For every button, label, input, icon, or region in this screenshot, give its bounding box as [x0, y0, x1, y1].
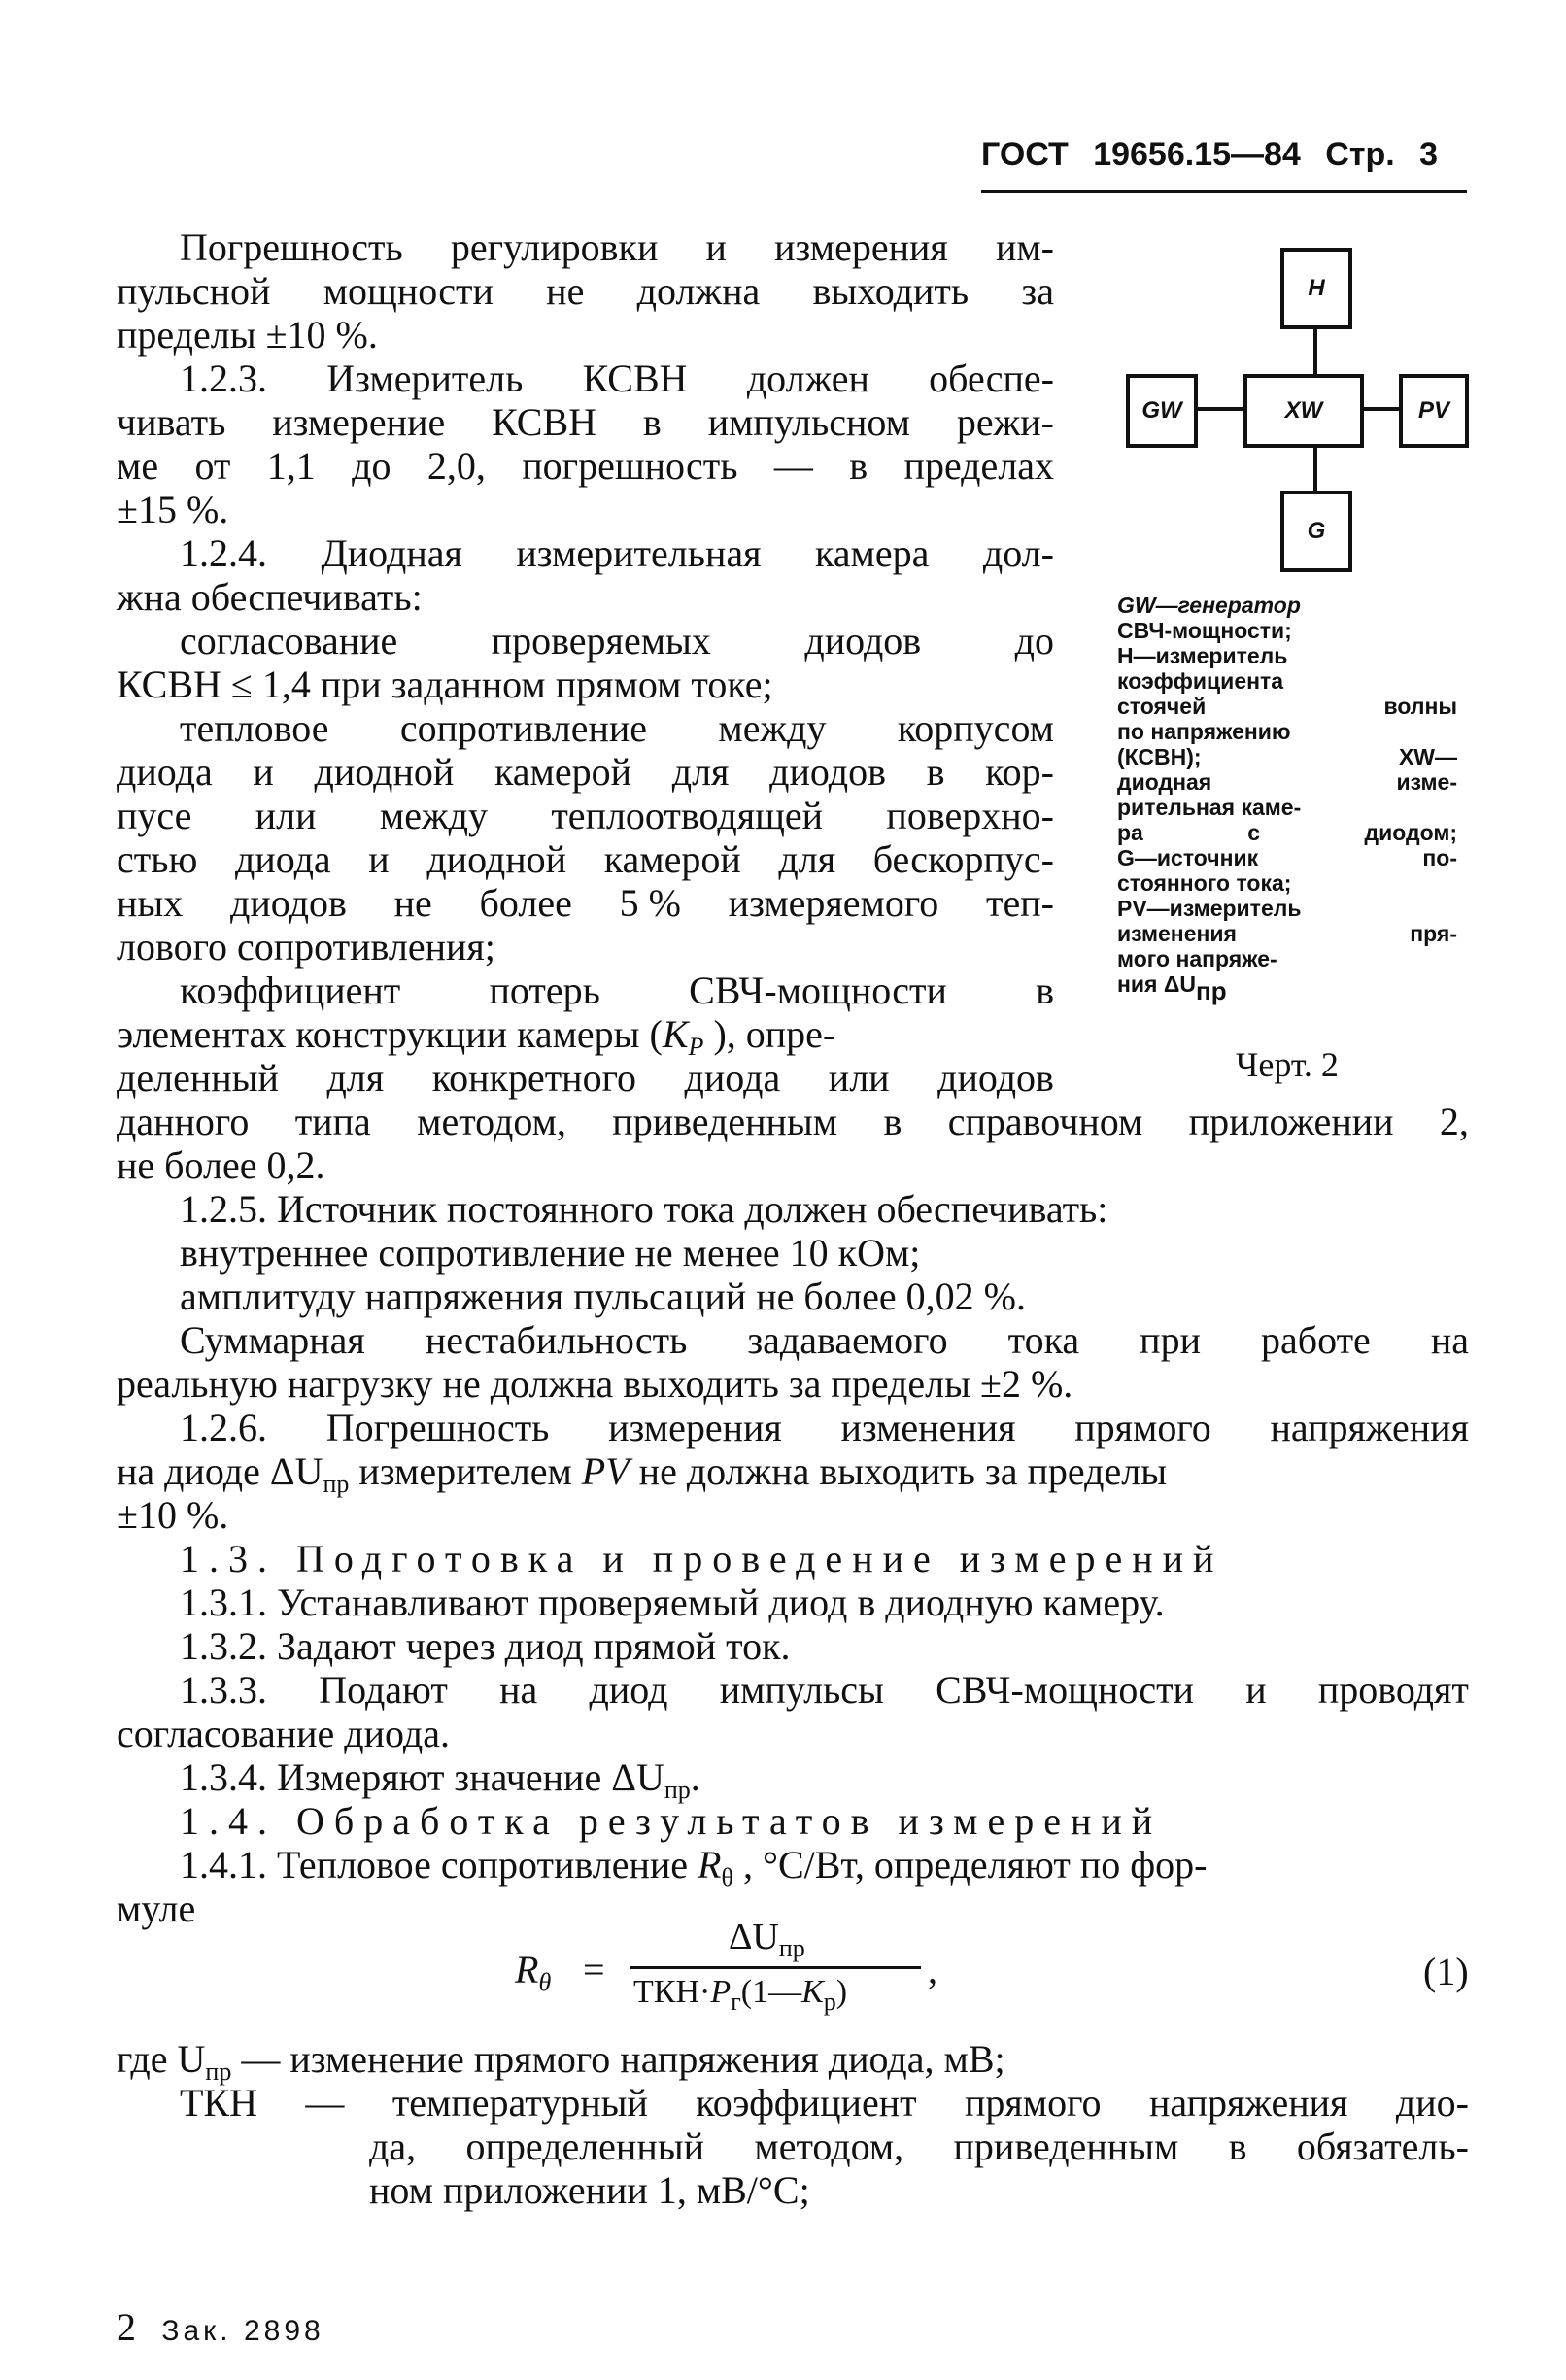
box-h: Н	[1280, 248, 1352, 329]
text-line: на диоде $\Delta U_{пр}$ измерителем PV не должна выходить за пределы	[117, 1449, 1168, 1498]
text-line: реальную нагрузку не должна выходить за пределы ±2 %.	[117, 1362, 1073, 1406]
text-line: ме от 1,1 до 2,0, погрешность — в пределах	[117, 444, 1054, 488]
fraction-bar	[630, 1966, 921, 1969]
text-line: 1.2.5. Источник постоянного тока должен обеспечивать:	[180, 1187, 1108, 1231]
text-line: элементах конструкции камеры ($K_P$ ), опре-	[117, 1012, 836, 1061]
text-line: пульсной мощности не должна выходить за	[117, 269, 1054, 313]
box-g: G	[1280, 491, 1352, 572]
text-line: 1.3.3. Подают на диод импульсы СВЧ-мощности и проводят	[180, 1668, 1469, 1712]
formula-equals: =	[583, 1948, 605, 1991]
text-line: пусе или между теплоотводящей поверхно-	[117, 794, 1054, 837]
section-heading: 1.3. Подготовка и проведение измерений	[180, 1537, 1224, 1581]
text-line: пределы ±10 %.	[117, 313, 378, 357]
header-rule	[981, 190, 1467, 193]
text-line: амплитуду напряжения пульсаций не более 0,02 %.	[180, 1275, 1026, 1318]
block-diagram	[1117, 248, 1469, 568]
text-line: жна обеспечивать:	[117, 575, 423, 619]
header-page-label: Стр.	[1325, 136, 1395, 173]
formula-1: $R_\theta$ = $\Delta U_{пр}$ $ТКН\cdot P_г(1—K_р)$ ,	[515, 1917, 937, 2016]
text-line: ±15 %.	[117, 488, 229, 531]
text-line: 1.2.4. Диодная измерительная камера дол-	[180, 531, 1054, 575]
formula-lhs: $R_\theta$	[515, 1948, 552, 1996]
text-line: 1.3.2. Задают через диод прямой ток.	[180, 1624, 791, 1668]
text-line: 1.4.1. Тепловое сопротивление $R_\theta$ , °С/Вт, определяют по фор-	[180, 1843, 1208, 1891]
formula-denominator: $ТКН\cdot P_г(1—K_р)$	[633, 1974, 848, 2016]
text-line: ТКН — температурный коэффициент прямого напряжения дио-	[180, 2081, 1469, 2125]
box-xw: XW	[1243, 374, 1364, 448]
text-line: где $U_{пр}$ — изменение прямого напряжения диода, мВ;	[117, 2037, 1005, 2086]
header-page-number: 3	[1419, 136, 1439, 173]
text-line: Суммарная нестабильность задаваемого тока при работе на	[180, 1318, 1469, 1362]
text-line: диода и диодной камерой для диодов в кор-	[117, 750, 1054, 794]
text-line: коэффициент потерь СВЧ-мощности в	[180, 969, 1054, 1012]
text-line: Погрешность регулировки и измерения им-	[180, 225, 1054, 269]
text-line: 1.3.1. Устанавливают проверяемый диод в диодную камеру.	[180, 1581, 1165, 1624]
text-line: чивать измерение КСВН в импульсном режи-	[117, 400, 1054, 444]
box-gw: GW	[1126, 374, 1198, 448]
header-standard-number: 19656.15—84	[1093, 136, 1301, 173]
footer-order-number: Зак. 2898	[161, 2315, 324, 2347]
text-line: лового сопротивления;	[117, 925, 495, 969]
text-line: тепловое сопротивление между корпусом	[180, 706, 1054, 750]
text-line: стью диода и диодной камерой для бескорпус-	[117, 837, 1054, 881]
formula-number: (1)	[1423, 1950, 1469, 1993]
text-line: внутреннее сопротивление не менее 10 кОм;	[180, 1231, 921, 1275]
text-line: ном приложении 1, мВ/°С;	[369, 2168, 810, 2212]
diagram-caption: GW—генератор СВЧ-мощности; H—измеритель коэффициента стоячей волны по напряжению (КСВН); XW— диодная изме- рительная каме- ра с диодом; G—источник по- стоянного тока; PV—измеритель изменения пря- мого напряже- ния ΔUпр	[1117, 593, 1457, 1005]
page-header	[981, 136, 1469, 174]
text-line: КСВН ≤ 1,4 при заданном прямом токе;	[117, 663, 773, 706]
text-line: ±10 %.	[117, 1493, 229, 1537]
text-line: данного типа методом, приведенным в справочном приложении 2,	[117, 1100, 1469, 1143]
text-line: согласование диода.	[117, 1712, 450, 1755]
header-gost: ГОСТ	[981, 136, 1069, 173]
text-line: ных диодов не более 5 % измеряемого теп-	[117, 881, 1054, 925]
text-line: 1.2.6. Погрешность измерения изменения прямого напряжения	[180, 1406, 1469, 1449]
text-line: 1.3.4. Измеряют значение $\Delta U_{пр}$.	[180, 1755, 700, 1804]
footer-page-number: 2	[117, 2305, 136, 2349]
text-line: согласование проверяемых диодов до	[180, 619, 1054, 663]
text-line: муле	[117, 1887, 196, 1930]
text-line: не более 0,2.	[117, 1143, 325, 1187]
text-line: деленный для конкретного диода или диодов	[117, 1056, 1054, 1100]
text-line: да, определенный методом, приведенным в обязатель-	[369, 2125, 1469, 2168]
section-heading: 1.4. Обработка результатов измерений	[180, 1799, 1163, 1843]
figure-label: Черт. 2	[1236, 1045, 1339, 1084]
box-pv: PV	[1399, 374, 1469, 448]
page-footer	[117, 2304, 324, 2350]
text-line: 1.2.3. Измеритель КСВН должен обеспе-	[180, 357, 1054, 400]
formula-numerator: $\Delta U_{пр}$	[729, 1917, 805, 1962]
